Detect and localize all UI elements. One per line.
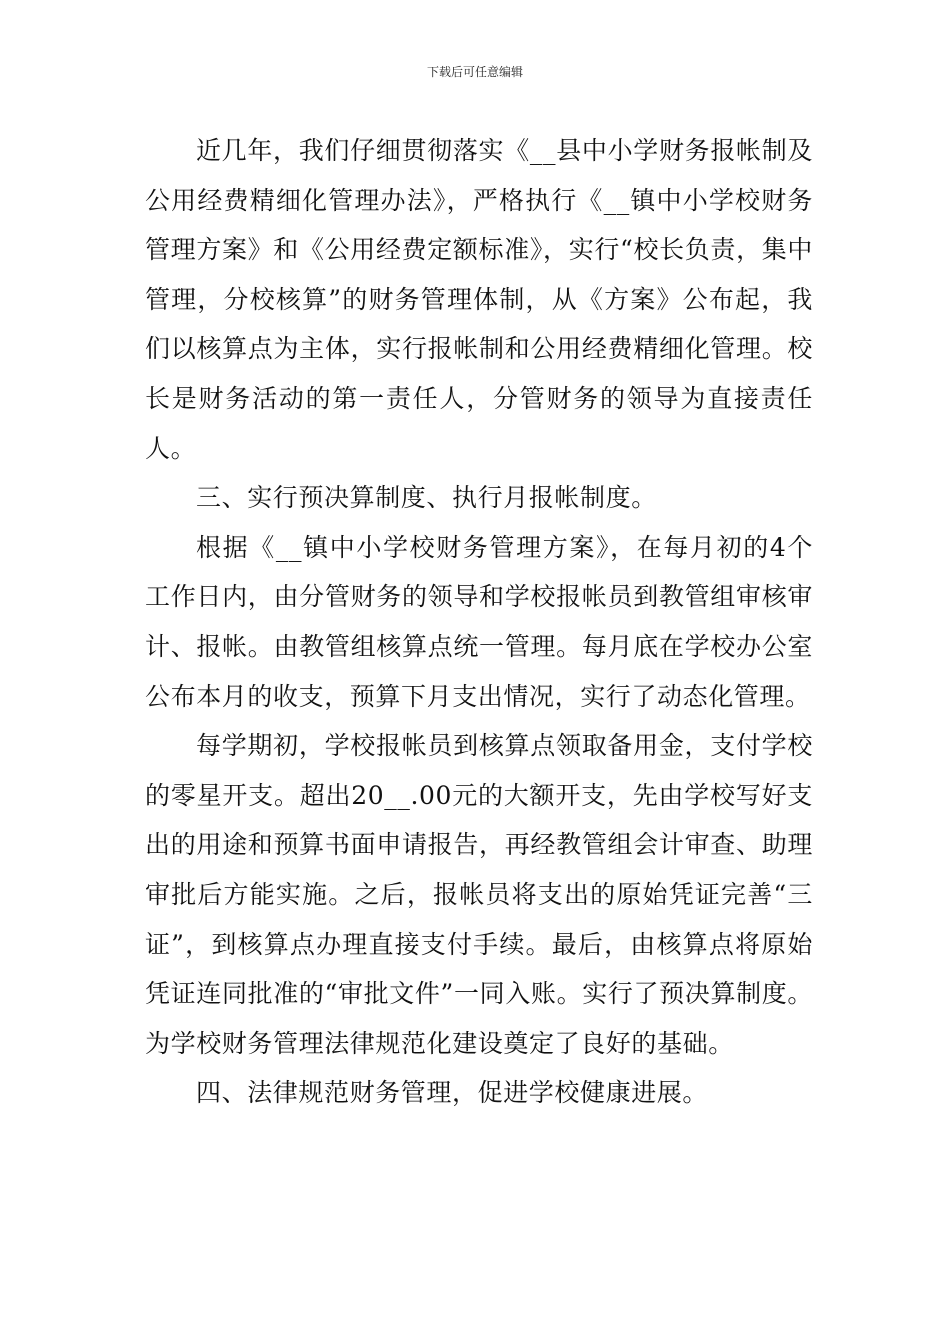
paragraph-accounting-system: 近几年，我们仔细贯彻落实《__县中小学财务报帐制及公用经费精细化管理办法》，严格执行《__镇中小学校财务管理方案》和《公用经费定额标准》，实行“校长负责，集中管理，分校核算”的财务管理体制，从《方案》公布起，我们以核算点为主体，实行报帐制和公用经费精细化管理。校长是财务活动的第一责任人，分管财务的领导为直接责任人。 — [145, 136, 813, 463]
document-body — [145, 126, 813, 1118]
page-header: 下载后可任意编辑 — [426, 65, 523, 79]
section-heading-budget: 三、实行预决算制度、执行月报帐制度。 — [196, 483, 657, 513]
paragraph-semester-funds: 每学期初，学校报帐员到核算点领取备用金，支付学校的零星开支。超出20__.00元的大额开支，先由学校写好支出的用途和预算书面申请报告，再经教管组会计审查、助理审批后方能实施。之后，报帐员将支出的原始凭证完善“三证”，到核算点办理直接支付手续。最后，由核算点将原始凭证连同批准的“审批文件”一同入账。实行了预决算制度。为学校财务管理法律规范化建设奠定了良好的基础。 — [145, 731, 813, 1058]
section-heading-legal-standards: 四、法律规范财务管理，促进学校健康进展。 — [196, 1078, 709, 1108]
paragraph-monthly-reporting: 根据《__镇中小学校财务管理方案》，在每月初的4个工作日内，由分管财务的领导和学校报帐员到教管组审核审计、报帐。由教管组核算点统一管理。每月底在学校办公室公布本月的收支，预算下月支出情况，实行了动态化管理。 — [145, 532, 813, 711]
